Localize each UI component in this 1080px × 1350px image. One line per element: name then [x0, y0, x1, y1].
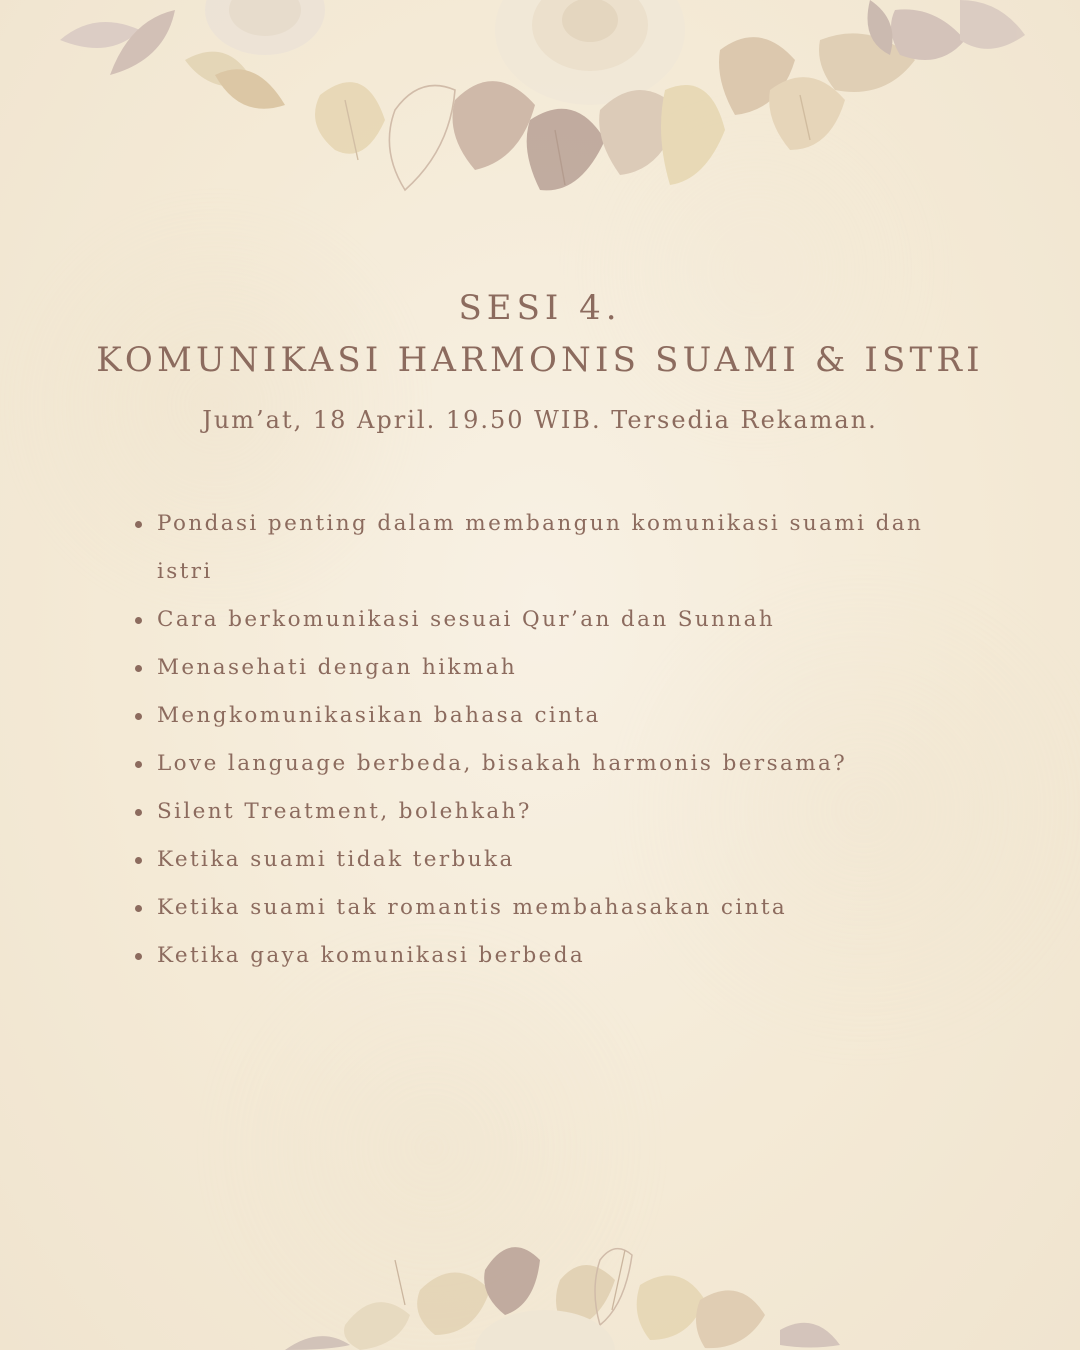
- list-item: [134, 932, 934, 980]
- topic-text: Cara berkomunikasi sesuai Qur’an dan Sunnah: [157, 607, 776, 632]
- list-item: [134, 692, 934, 740]
- floral-border-top: [0, 0, 1080, 210]
- topic-text: Ketika suami tidak terbuka: [157, 847, 515, 872]
- session-number: SESI 4.: [458, 288, 622, 328]
- topic-text: Love language berbeda, bisakah harmonis bersama?: [157, 751, 848, 776]
- list-item: [134, 596, 934, 644]
- bullet-icon: [135, 809, 142, 816]
- bullet-icon: [135, 905, 142, 912]
- topic-text: Ketika gaya komunikasi berbeda: [157, 943, 586, 968]
- bullet-icon: [135, 713, 142, 720]
- topic-text: Ketika suami tak romantis membahasakan cinta: [157, 895, 788, 920]
- list-item: [134, 884, 934, 932]
- bullet-icon: [135, 761, 142, 768]
- header: [0, 282, 1080, 434]
- list-item: [134, 740, 934, 788]
- session-schedule: Jum’at, 18 April. 19.50 WIB. Tersedia Rekaman.: [202, 406, 878, 434]
- bullet-icon: [135, 857, 142, 864]
- list-item: [134, 644, 934, 692]
- list-item: [134, 500, 934, 596]
- session-title: KOMUNIKASI HARMONIS SUAMI & ISTRI: [96, 340, 984, 380]
- bullet-icon: [135, 665, 142, 672]
- list-item: [134, 836, 934, 884]
- floral-border-bottom: [0, 1230, 1080, 1350]
- bullet-icon: [135, 953, 142, 960]
- topic-text: Menasehati dengan hikmah: [157, 655, 518, 680]
- topic-text: Mengkomunikasikan bahasa cinta: [157, 703, 601, 728]
- topic-text: Silent Treatment, bolehkah?: [157, 799, 532, 824]
- bullet-icon: [135, 617, 142, 624]
- list-item: [134, 788, 934, 836]
- bullet-icon: [135, 521, 142, 528]
- topic-list: [134, 500, 934, 980]
- topic-text: Pondasi penting dalam membangun komunikasi suami dan istri: [157, 511, 924, 584]
